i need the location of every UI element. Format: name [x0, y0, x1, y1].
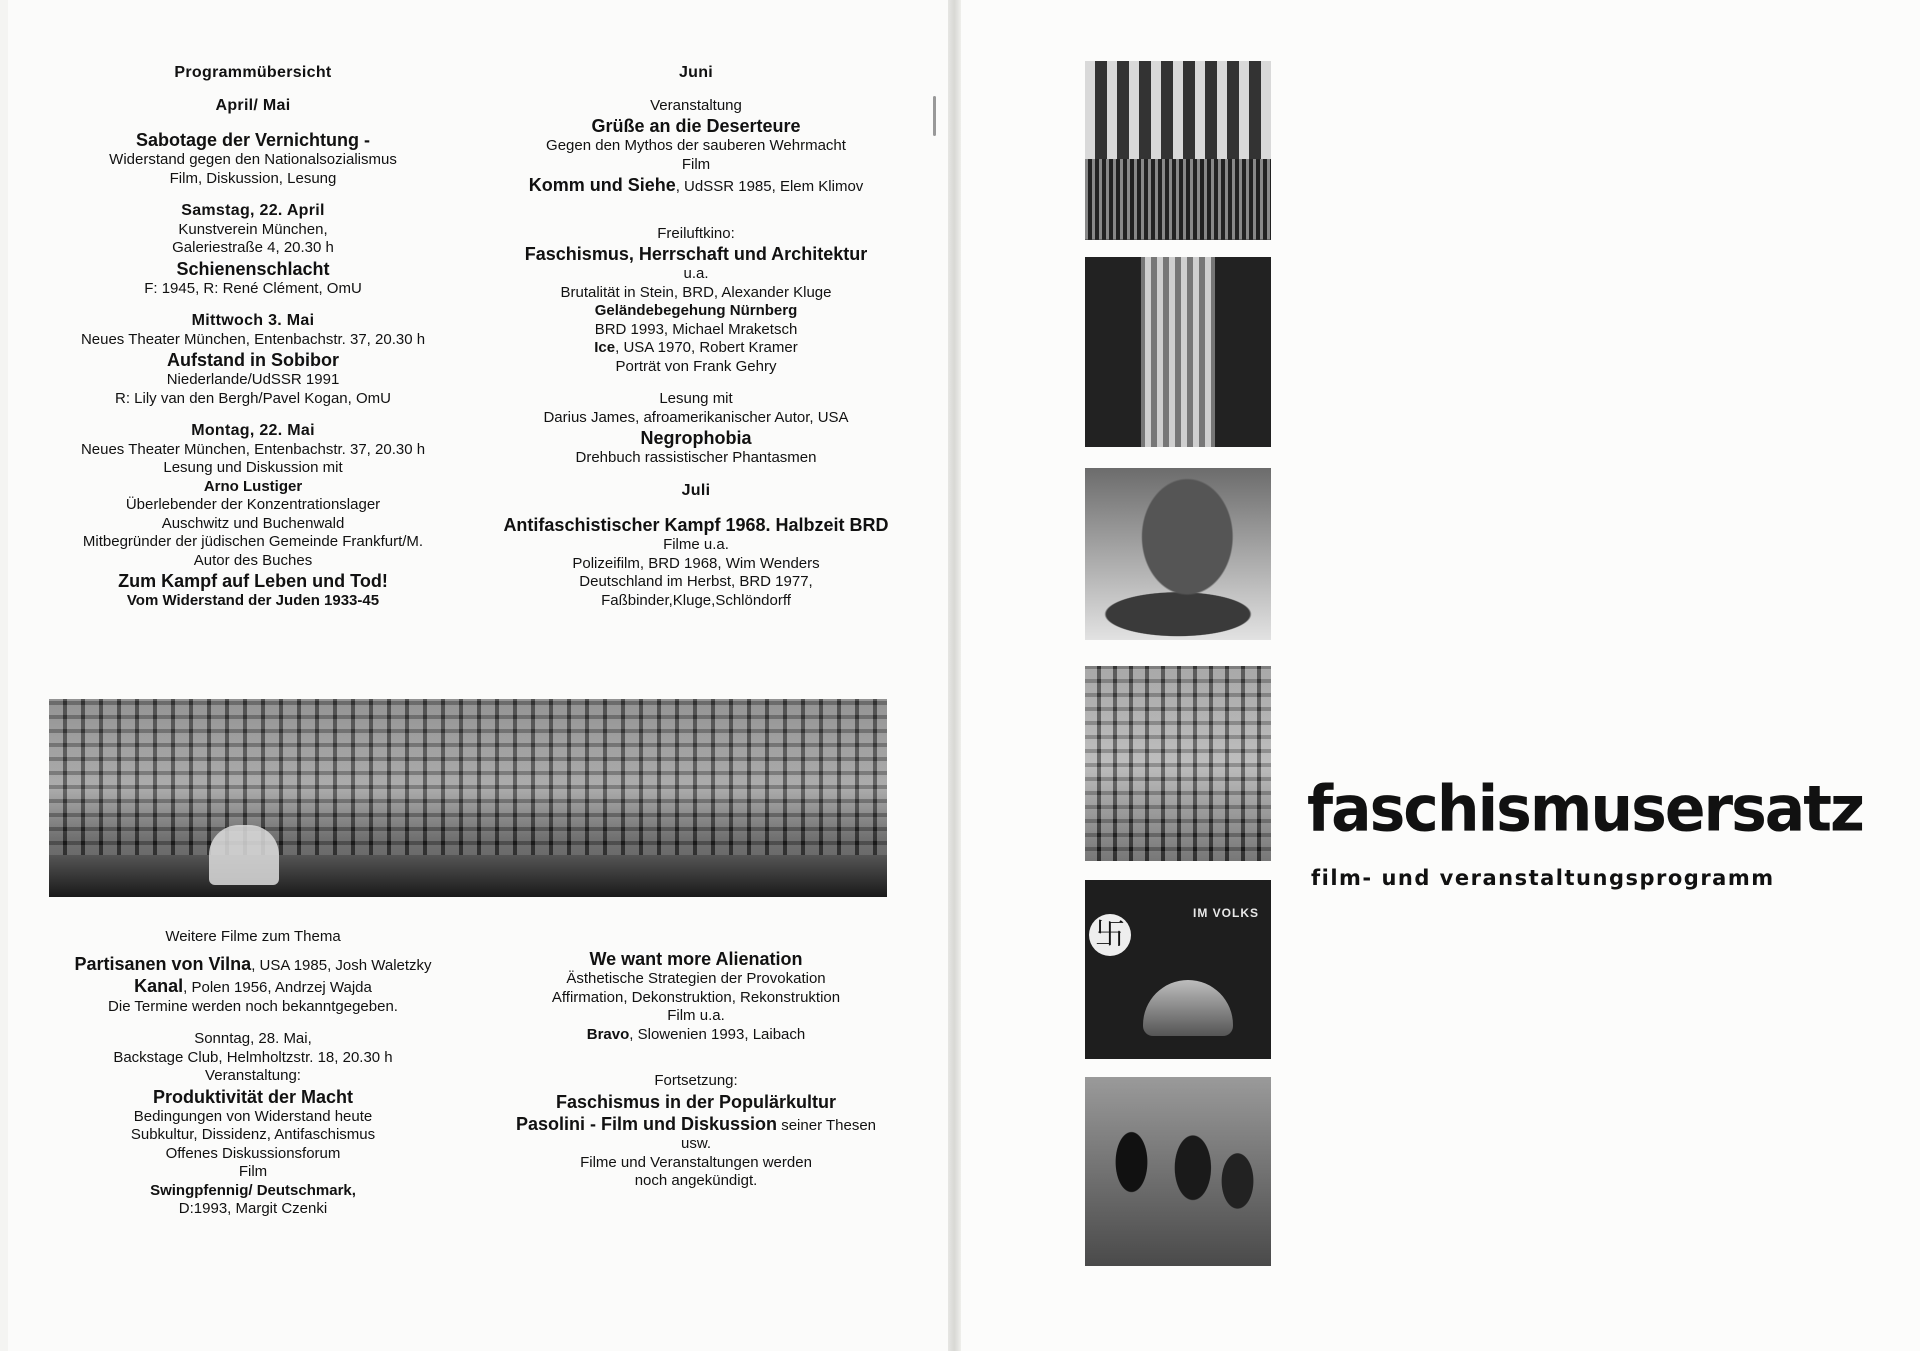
program-column-right	[486, 64, 906, 610]
program-column-bottom-left	[48, 928, 458, 1219]
event-title: Pasolini - Film und Diskussion	[516, 1113, 778, 1134]
section-label: Weitere Filme zum Thema	[165, 928, 341, 945]
film-line	[486, 1026, 906, 1045]
film-title: Ice	[594, 339, 616, 356]
film-line: Polizeifilm, BRD 1968, Wim Wenders	[572, 554, 820, 572]
page-gutter	[948, 0, 961, 1351]
event-date: Sonntag, 28. Mai,	[194, 1030, 312, 1047]
event-line: Affirmation, Dekonstruktion, Rekonstruktion	[551, 988, 841, 1006]
films-label: Filme u.a.	[663, 536, 729, 553]
event-title: Aufstand in Sobibor	[167, 350, 339, 370]
event-line: Film u.a.	[667, 1007, 725, 1024]
event-label: Lesung mit	[659, 390, 733, 407]
event-line: Autor des Buches	[193, 551, 313, 569]
film-title: Kanal	[134, 976, 184, 996]
event-info: Niederlande/UdSSR 1991	[166, 371, 340, 388]
event-label: Film	[238, 1163, 268, 1180]
event-line: Mitbegründer der jüdischen Gemeinde Frankfurt/M.	[82, 533, 424, 550]
event-info: R: Lily van den Bergh/Pavel Kogan, OmU	[115, 389, 391, 407]
event-label: Veranstaltung:	[205, 1067, 301, 1084]
left-page	[8, 0, 956, 1351]
program-column-bottom-right	[486, 948, 906, 1191]
film-line	[48, 1182, 458, 1201]
film-title: Swingpfennig/ Deutschmark	[150, 1181, 352, 1199]
brand-subtitle: film- und veranstaltungsprogramm	[1311, 866, 1775, 890]
film-info: , UdSSR 1985, Elem Klimov	[675, 178, 864, 195]
film-line	[48, 975, 458, 998]
reader-info: Darius James, afroamerikanischer Autor, USA	[543, 408, 849, 426]
film-info: D:1993, Margit Czenki	[178, 1200, 328, 1217]
film-line: Porträt von Frank Gehry	[615, 357, 777, 375]
event-date: Mittwoch 3. Mai	[191, 312, 315, 329]
month-heading: Juni	[678, 64, 714, 81]
note: Die Termine werden noch bekanntgegeben.	[108, 997, 398, 1015]
event-title-line	[486, 1113, 906, 1136]
event-venue: Neues Theater München, Entenbachstr. 37, 20.30 h	[80, 330, 426, 348]
event-line: Subkultur, Dissidenz, Antifaschismus	[130, 1126, 376, 1143]
event-line: Filme und Veranstaltungen werden	[580, 1153, 812, 1171]
event-title: We want more Alienation	[589, 949, 803, 969]
event-date: Samstag, 22. April	[181, 202, 325, 219]
photo-volkswagen-car	[1085, 880, 1271, 1059]
photo-soldiers-group	[1085, 1077, 1271, 1266]
book-title: Zum Kampf auf Leben und Tod!	[118, 571, 388, 591]
event-label: Veranstaltung	[650, 96, 742, 114]
event-venue: Backstage Club, Helmholtzstr. 18, 20.30 h	[113, 1048, 393, 1066]
ua-label: u.a.	[683, 265, 709, 282]
event-title: Grüße an die Deserteure	[591, 116, 801, 136]
film-info: , Polen 1956, Andrzej Wajda	[183, 979, 372, 996]
film-info: , USA 1985, Josh Waletzky	[251, 956, 432, 974]
film-title: Partisanen von Vilna	[74, 953, 252, 974]
film-title: Geländebegehung Nürnberg	[594, 302, 798, 319]
film-line: Faßbinder,Kluge,Schlöndorff	[601, 591, 791, 609]
film-line: Deutschland im Herbst, BRD 1977,	[579, 573, 813, 590]
film-line	[486, 174, 906, 197]
event-info: F: 1945, R: René Clément, OmU	[144, 279, 362, 297]
event-subtitle: Drehbuch rassistischer Phantasmen	[575, 449, 817, 466]
event-title: Negrophobia	[640, 428, 752, 448]
event-date: Montag, 22. Mai	[191, 422, 315, 439]
event-line: Auschwitz und Buchenwald	[161, 514, 345, 532]
event-line: noch angekündigt.	[634, 1172, 758, 1189]
event-guest: Arno Lustiger	[203, 477, 303, 495]
event-title: Faschismus in der Populärkultur	[555, 1091, 837, 1112]
event-line: Offenes Diskussionsforum	[165, 1144, 341, 1162]
program-heading: Programmübersicht	[174, 64, 332, 81]
photo-sign-text: IM VOLKS	[1193, 906, 1260, 920]
swastika-flag-icon: 卐	[1089, 914, 1131, 956]
film-line	[48, 953, 458, 976]
event-title: Produktivität der Macht	[152, 1086, 354, 1107]
photo-control-room	[1085, 666, 1271, 861]
month-heading: Juli	[681, 481, 711, 499]
book-subtitle: Vom Widerstand der Juden 1933-45	[126, 592, 380, 609]
photo-tower-architecture	[1085, 257, 1271, 447]
series-subtitle: Widerstand gegen den Nationalsozialismus	[109, 151, 397, 168]
film-title: Komm und Siehe	[528, 175, 676, 195]
event-venue: Neues Theater München, Entenbachstr. 37, 20.30 h	[80, 440, 426, 458]
event-label: Freiluftkino:	[657, 224, 735, 242]
event-line: Ästhetische Strategien der Provokation	[566, 970, 826, 987]
series-format: Film, Diskussion, Lesung	[169, 169, 337, 187]
event-title: Schienenschlacht	[176, 258, 330, 279]
film-info: BRD 1993, Michael Mraketsch	[594, 320, 798, 338]
film-line: Brutalität in Stein, BRD, Alexander Kluge	[560, 283, 832, 301]
series-title: Sabotage der Vernichtung -	[135, 130, 371, 150]
control-room-photo	[49, 699, 887, 897]
event-line: Bedingungen von Widerstand heute	[133, 1107, 373, 1125]
photo-parade-building	[1085, 61, 1271, 240]
event-line: Überlebender der Konzentrationslager	[125, 496, 381, 513]
event-label: Film	[681, 155, 711, 173]
event-title-rest: seiner Thesen	[777, 1116, 876, 1134]
staple	[933, 96, 936, 136]
film-line	[486, 339, 906, 358]
event-subtitle: Gegen den Mythos der sauberen Wehrmacht	[546, 137, 846, 154]
photo-dog-sculpture	[1085, 468, 1271, 640]
film-title: Bravo	[586, 1025, 630, 1043]
event-line: usw.	[680, 1135, 711, 1152]
event-address: Galeriestraße 4, 20.30 h	[172, 239, 334, 256]
event-line: Lesung und Diskussion mit	[163, 459, 343, 476]
film-sep: ,	[351, 1181, 356, 1199]
program-column-left	[48, 64, 458, 611]
event-title: Antifaschistischer Kampf 1968. Halbzeit BRD	[503, 515, 889, 535]
event-venue: Kunstverein München,	[178, 220, 328, 238]
film-info: , Slowenien 1993, Laibach	[629, 1025, 806, 1043]
film-info: , USA 1970, Robert Kramer	[615, 339, 798, 356]
event-title: Faschismus, Herrschaft und Architektur	[524, 244, 868, 264]
period-heading: April/ Mai	[215, 96, 291, 114]
brand-title: faschismusersatz	[1307, 772, 1863, 847]
event-label: Fortsetzung:	[654, 1072, 738, 1089]
